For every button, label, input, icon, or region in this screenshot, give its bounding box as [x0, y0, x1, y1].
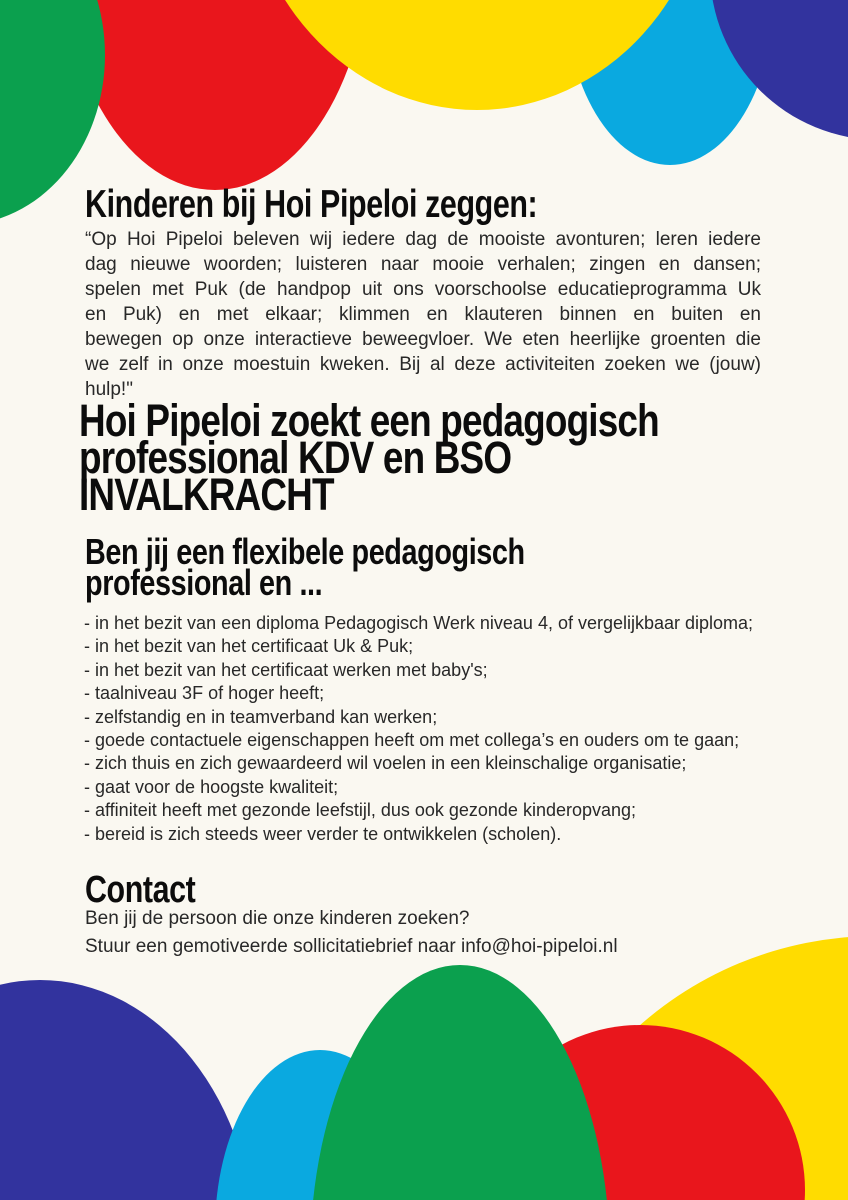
vacancy-title-line2: professional KDV en BSO — [79, 432, 512, 483]
requirement-item: - bereid is zich steeds weer verder te ontwikkelen (scholen). — [84, 823, 562, 844]
contact-question: Ben jij de persoon die onze kinderen zoeken? — [85, 908, 470, 929]
requirement-item: - gaat voor de hoogste kwaliteit; — [84, 776, 339, 797]
vacancy-title-line1: Hoi Pipeloi zoekt een pedagogisch — [79, 395, 659, 446]
requirement-item: - goede contactuele eigenschappen heeft om met collega’s en ouders om te gaan; — [84, 730, 740, 751]
contact-heading: Contact — [85, 869, 196, 911]
requirements-list — [84, 612, 848, 846]
contact-apply-text: Stuur een gemotiveerde sollicitatiebrief naar — [85, 936, 461, 957]
requirement-item: - zelfstandig en in teamverband kan werken; — [84, 706, 438, 727]
contact-apply-line — [85, 936, 618, 958]
vacancy-title-line3: INVALKRACHT — [79, 469, 334, 520]
requirements-heading — [85, 531, 525, 603]
contact-email: info@hoi-pipeloi.nl — [460, 936, 618, 957]
requirement-item: - affiniteit heeft met gezonde leefstijl, dus ook gezonde kinderopvang; — [84, 800, 637, 821]
requirement-item: - in het bezit van het certificaat werken met baby's; — [84, 659, 488, 680]
requirement-item: - zich thuis en zich gewaardeerd wil voelen in een kleinschalige organisatie; — [84, 753, 687, 774]
quote-section-heading: Kinderen bij Hoi Pipeloi zeggen: — [85, 183, 538, 226]
requirements-heading-line1: Ben jij een flexibele pedagogisch — [85, 531, 525, 572]
requirement-item: - in het bezit van het certificaat Uk & Puk; — [84, 636, 414, 657]
requirement-item: - taalniveau 3F of hoger heeft; — [84, 683, 325, 704]
quote-section-body: “Op Hoi Pipeloi beleven wij iedere dag de mooiste avonturen; leren iedere dag nieuwe woorden; luisteren naar mooie verhalen; zingen en dansen; spelen met Puk (de handpop uit ons voorschoolse educatieprogramma Uk en Puk) en met elkaar; klimmen en klauteren binnen en buiten en bewegen op onze interactieve beweegvloer. We eten heerlijke groenten die we zelf in onze moestuin kweken. Bij al deze activiteiten zoeken we (jouw) hulp!" — [85, 229, 761, 400]
requirements-heading-line2: professional en ... — [85, 562, 323, 603]
vacancy-title — [79, 395, 659, 520]
requirement-item: - in het bezit van een diploma Pedagogisch Werk niveau 4, of vergelijkbaar diploma; — [84, 613, 754, 633]
